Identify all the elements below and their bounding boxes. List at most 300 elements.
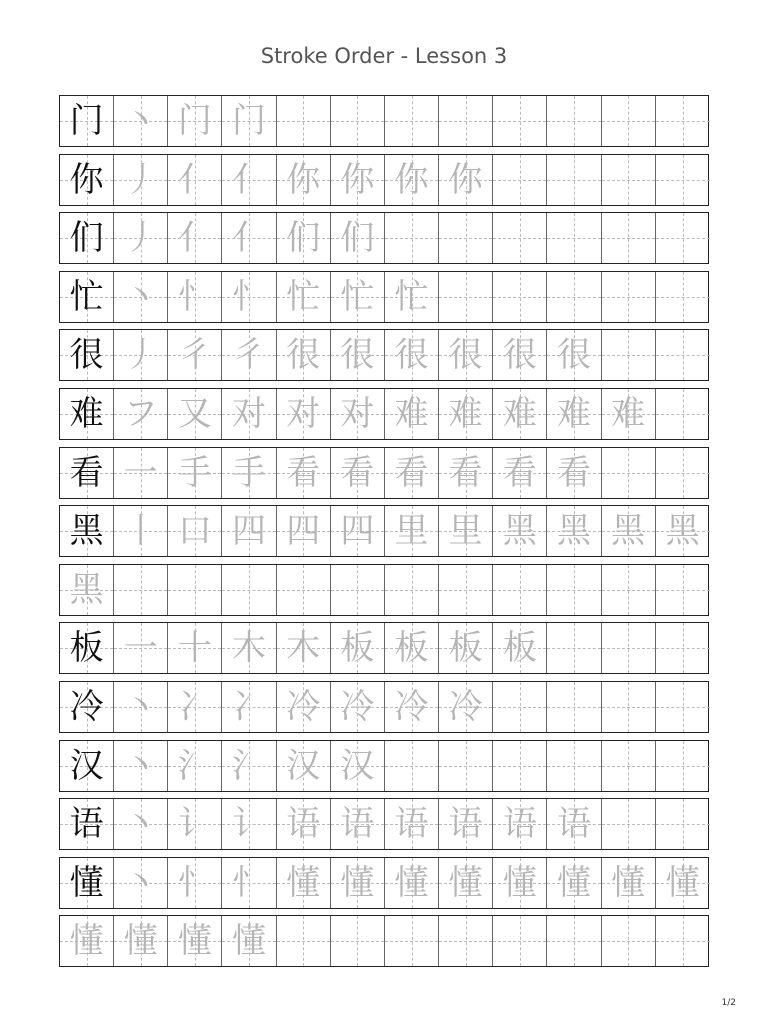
grid-cell — [60, 272, 114, 322]
grid-cell — [547, 858, 601, 908]
grid-cell — [602, 506, 656, 556]
grid-cell — [385, 799, 439, 849]
grid-cell — [439, 155, 493, 205]
trace-character: 黑 — [502, 511, 537, 552]
trace-character — [168, 565, 221, 615]
trace-character: 很 — [448, 335, 483, 376]
grid-cell — [385, 565, 439, 615]
grid-cell — [331, 448, 385, 498]
grid-cell — [277, 213, 331, 263]
grid-cell — [602, 565, 656, 615]
grid-cell — [385, 330, 439, 380]
trace-character: フ — [123, 393, 158, 434]
grid-cell — [277, 623, 331, 673]
trace-character: 懂 — [340, 862, 375, 903]
practice-row — [59, 798, 709, 850]
trace-character: 一 — [123, 628, 158, 669]
trace-character: 门 — [177, 101, 212, 141]
grid-cell — [114, 330, 168, 380]
grid-cell — [547, 389, 601, 439]
trace-character: 彳 — [232, 335, 267, 376]
grid-cell — [656, 741, 710, 791]
grid-cell — [493, 96, 547, 146]
trace-character: 里 — [394, 511, 429, 552]
grid-cell — [277, 96, 331, 146]
grid-cell — [602, 213, 656, 263]
grid-cell — [277, 389, 331, 439]
grid-cell — [493, 682, 547, 732]
trace-character — [656, 565, 710, 615]
grid-cell — [277, 448, 331, 498]
grid-cell — [656, 389, 710, 439]
trace-character — [547, 916, 600, 966]
trace-character — [547, 623, 600, 673]
grid-cell — [493, 330, 547, 380]
trace-character: 丶 — [123, 101, 158, 141]
grid-cell — [60, 506, 114, 556]
grid-cell — [602, 916, 656, 966]
grid-cell — [493, 858, 547, 908]
trace-character: 亻 — [232, 218, 267, 259]
trace-character — [547, 741, 600, 791]
grid-cell — [331, 858, 385, 908]
trace-character: 彳 — [177, 335, 212, 376]
grid-cell — [331, 916, 385, 966]
practice-row — [59, 329, 709, 381]
model-character: 难 — [69, 393, 104, 434]
trace-character: 懂 — [448, 862, 483, 903]
trace-character: 很 — [502, 335, 537, 376]
trace-character: 四 — [232, 511, 267, 552]
grid-cell — [439, 330, 493, 380]
grid-cell — [385, 916, 439, 966]
grid-cell — [547, 330, 601, 380]
grid-cell — [168, 330, 222, 380]
trace-character: 很 — [556, 335, 591, 376]
trace-character: 口 — [177, 511, 212, 552]
trace-character: 语 — [448, 804, 483, 845]
grid-cell — [168, 389, 222, 439]
trace-character: 忄 — [232, 862, 267, 903]
trace-character: 门 — [232, 101, 267, 141]
grid-cell — [222, 623, 276, 673]
trace-character: 忄 — [177, 862, 212, 903]
trace-character: 很 — [286, 335, 321, 376]
grid-cell — [222, 916, 276, 966]
grid-cell — [331, 96, 385, 146]
trace-character — [656, 682, 710, 732]
grid-cell — [222, 330, 276, 380]
grid-cell — [439, 506, 493, 556]
trace-character — [656, 330, 710, 380]
grid-cell — [114, 448, 168, 498]
trace-character — [385, 565, 438, 615]
trace-character: 汉 — [286, 745, 321, 786]
grid-cell — [385, 155, 439, 205]
trace-character — [547, 213, 600, 263]
trace-character: 难 — [556, 393, 591, 434]
grid-cell — [114, 858, 168, 908]
grid-cell — [547, 623, 601, 673]
grid-cell — [222, 272, 276, 322]
grid-cell — [439, 96, 493, 146]
trace-character — [602, 623, 655, 673]
practice-row — [59, 622, 709, 674]
grid-cell — [656, 623, 710, 673]
practice-row — [59, 915, 709, 967]
grid-cell — [602, 389, 656, 439]
practice-row — [59, 95, 709, 147]
trace-character: 语 — [502, 804, 537, 845]
grid-cell — [331, 155, 385, 205]
trace-character: 又 — [177, 393, 212, 434]
grid-cell — [222, 858, 276, 908]
trace-character: 看 — [556, 452, 591, 493]
grid-cell — [222, 799, 276, 849]
trace-character — [656, 155, 710, 205]
grid-cell — [493, 916, 547, 966]
grid-cell — [439, 741, 493, 791]
grid-cell — [493, 448, 547, 498]
grid-cell — [114, 741, 168, 791]
grid-cell — [114, 213, 168, 263]
trace-character: 懂 — [177, 921, 212, 962]
trace-character — [493, 916, 546, 966]
grid-cell — [547, 213, 601, 263]
trace-character — [331, 916, 384, 966]
page-title: Stroke Order - Lesson 3 — [260, 44, 508, 68]
trace-character: 亻 — [232, 159, 267, 200]
trace-character: 四 — [286, 511, 321, 552]
grid-cell — [547, 155, 601, 205]
grid-cell — [602, 799, 656, 849]
grid-cell — [656, 682, 710, 732]
grid-cell — [331, 565, 385, 615]
grid-cell — [222, 565, 276, 615]
grid-cell — [277, 272, 331, 322]
grid-cell — [656, 565, 710, 615]
trace-character: 你 — [340, 159, 375, 200]
grid-cell — [222, 448, 276, 498]
trace-character: 难 — [394, 393, 429, 434]
grid-cell — [60, 741, 114, 791]
grid-cell — [277, 682, 331, 732]
trace-character: 黑 — [556, 511, 591, 552]
grid-cell — [385, 448, 439, 498]
trace-character — [547, 272, 600, 322]
trace-character: 丶 — [123, 276, 158, 317]
trace-character: 亻 — [177, 159, 212, 200]
model-character: 汉 — [69, 745, 104, 786]
grid-cell — [168, 506, 222, 556]
grid-cell — [168, 682, 222, 732]
practice-row — [59, 564, 709, 616]
grid-cell — [60, 155, 114, 205]
grid-cell — [493, 213, 547, 263]
grid-cell — [493, 565, 547, 615]
grid-cell — [656, 155, 710, 205]
trace-character: 们 — [340, 218, 375, 259]
grid-cell — [602, 858, 656, 908]
grid-cell — [493, 506, 547, 556]
trace-character: 懂 — [665, 862, 700, 903]
trace-character: 木 — [232, 628, 267, 669]
trace-character: 冷 — [340, 686, 375, 727]
trace-character — [602, 272, 655, 322]
trace-character — [385, 96, 438, 146]
trace-character — [385, 916, 438, 966]
grid-cell — [493, 741, 547, 791]
grid-cell — [277, 565, 331, 615]
grid-cell — [602, 272, 656, 322]
grid-cell — [222, 389, 276, 439]
grid-cell — [439, 799, 493, 849]
grid-cell — [331, 741, 385, 791]
grid-cell — [493, 272, 547, 322]
trace-character — [547, 565, 600, 615]
trace-character: 语 — [340, 804, 375, 845]
trace-character: 懂 — [394, 862, 429, 903]
trace-character — [277, 916, 330, 966]
trace-character: 手 — [232, 452, 267, 493]
trace-character: 板 — [340, 628, 375, 669]
trace-character: 对 — [286, 393, 321, 434]
grid-cell — [331, 506, 385, 556]
grid-cell — [60, 448, 114, 498]
grid-cell — [493, 799, 547, 849]
trace-character — [656, 213, 710, 263]
grid-cell — [385, 623, 439, 673]
trace-character — [602, 916, 655, 966]
trace-character — [385, 213, 438, 263]
grid-cell — [222, 213, 276, 263]
trace-character: 冷 — [448, 686, 483, 727]
model-character: 冷 — [69, 686, 104, 727]
grid-cell — [114, 155, 168, 205]
model-character: 们 — [69, 218, 104, 259]
trace-character: 冷 — [286, 686, 321, 727]
trace-character: 看 — [340, 452, 375, 493]
grid-cell — [331, 799, 385, 849]
grid-cell — [656, 799, 710, 849]
grid-cell — [331, 213, 385, 263]
trace-character: 你 — [286, 159, 321, 200]
trace-character: 丶 — [123, 804, 158, 845]
trace-character: 亻 — [177, 218, 212, 259]
grid-cell — [602, 741, 656, 791]
grid-cell — [656, 272, 710, 322]
grid-cell — [656, 96, 710, 146]
grid-cell — [439, 389, 493, 439]
trace-character: 讠 — [232, 804, 267, 845]
grid-cell — [60, 213, 114, 263]
model-character: 很 — [69, 335, 104, 376]
trace-character — [493, 741, 546, 791]
trace-character — [656, 799, 710, 849]
practice-row — [59, 681, 709, 733]
grid-cell — [493, 389, 547, 439]
practice-row — [59, 271, 709, 323]
trace-character — [493, 213, 546, 263]
grid-cell — [60, 858, 114, 908]
trace-character — [439, 96, 492, 146]
grid-cell — [385, 858, 439, 908]
trace-character: 黑 — [665, 511, 700, 552]
trace-character: 板 — [502, 628, 537, 669]
trace-character — [602, 213, 655, 263]
trace-character — [331, 96, 384, 146]
practice-row — [59, 388, 709, 440]
grid-cell — [114, 799, 168, 849]
grid-cell — [656, 916, 710, 966]
practice-row — [59, 212, 709, 264]
trace-character — [222, 565, 275, 615]
grid-cell — [602, 682, 656, 732]
trace-character: 懂 — [502, 862, 537, 903]
grid-cell — [331, 623, 385, 673]
practice-row — [59, 447, 709, 499]
trace-character: 懂 — [286, 862, 321, 903]
trace-character — [602, 565, 655, 615]
grid-cell — [60, 330, 114, 380]
grid-cell — [385, 389, 439, 439]
trace-character: 四 — [340, 511, 375, 552]
model-character: 门 — [69, 101, 104, 141]
trace-character: 汉 — [340, 745, 375, 786]
trace-character: 丿 — [123, 159, 158, 200]
trace-character — [493, 155, 546, 205]
trace-character: 丶 — [123, 862, 158, 903]
practice-row — [59, 740, 709, 792]
grid-cell — [60, 682, 114, 732]
grid-cell — [168, 96, 222, 146]
grid-cell — [331, 272, 385, 322]
trace-character: 冫 — [232, 686, 267, 727]
grid-cell — [277, 858, 331, 908]
trace-character: 丨 — [123, 511, 158, 552]
grid-cell — [277, 330, 331, 380]
trace-character — [602, 741, 655, 791]
trace-character: 懂 — [556, 862, 591, 903]
trace-character: 语 — [286, 804, 321, 845]
trace-character: 板 — [448, 628, 483, 669]
trace-character: 冷 — [394, 686, 429, 727]
grid-cell — [547, 682, 601, 732]
trace-character — [547, 96, 600, 146]
trace-character — [547, 155, 600, 205]
grid-cell — [222, 682, 276, 732]
grid-cell — [222, 155, 276, 205]
grid-cell — [656, 213, 710, 263]
grid-cell — [602, 448, 656, 498]
trace-character — [656, 741, 710, 791]
grid-cell — [547, 741, 601, 791]
trace-character — [602, 155, 655, 205]
grid-cell — [168, 565, 222, 615]
grid-cell — [656, 448, 710, 498]
grid-cell — [547, 916, 601, 966]
grid-cell — [331, 330, 385, 380]
grid-cell — [547, 272, 601, 322]
grid-cell — [168, 272, 222, 322]
trace-character: 懂 — [123, 921, 158, 962]
trace-character: 看 — [448, 452, 483, 493]
grid-cell — [277, 155, 331, 205]
trace-character — [439, 272, 492, 322]
trace-character — [656, 623, 710, 673]
grid-cell — [60, 565, 114, 615]
practice-row — [59, 857, 709, 909]
grid-cell — [277, 916, 331, 966]
trace-character: 忄 — [232, 276, 267, 317]
grid-cell — [114, 389, 168, 439]
grid-cell — [60, 389, 114, 439]
grid-cell — [493, 623, 547, 673]
grid-cell — [439, 565, 493, 615]
grid-cell — [60, 623, 114, 673]
trace-character — [602, 330, 655, 380]
grid-cell — [114, 916, 168, 966]
trace-character — [602, 682, 655, 732]
practice-row — [59, 505, 709, 557]
trace-character — [439, 565, 492, 615]
trace-character: 你 — [448, 159, 483, 200]
trace-character — [547, 682, 600, 732]
trace-character: 里 — [448, 511, 483, 552]
trace-character: 黑 — [611, 511, 646, 552]
trace-character: 难 — [502, 393, 537, 434]
trace-character: 很 — [340, 335, 375, 376]
trace-character — [602, 799, 655, 849]
trace-character — [656, 389, 710, 439]
trace-character: 黑 — [69, 569, 104, 610]
trace-character: 看 — [394, 452, 429, 493]
trace-character: 氵 — [232, 745, 267, 786]
model-character: 忙 — [69, 276, 104, 317]
trace-character: 看 — [286, 452, 321, 493]
practice-row — [59, 154, 709, 206]
trace-character: 十 — [177, 628, 212, 669]
trace-character — [493, 96, 546, 146]
trace-character: 看 — [502, 452, 537, 493]
trace-character: 懂 — [69, 921, 104, 962]
trace-character: 手 — [177, 452, 212, 493]
grid-cell — [114, 506, 168, 556]
trace-character: 懂 — [232, 921, 267, 962]
grid-cell — [168, 858, 222, 908]
trace-character: 讠 — [177, 804, 212, 845]
page-number: 1/2 — [721, 998, 736, 1008]
grid-cell — [439, 213, 493, 263]
grid-cell — [168, 155, 222, 205]
grid-cell — [385, 741, 439, 791]
grid-cell — [168, 741, 222, 791]
model-character: 看 — [69, 452, 104, 493]
trace-character — [493, 565, 546, 615]
trace-character — [277, 96, 330, 146]
trace-character: 丿 — [123, 335, 158, 376]
grid-cell — [656, 858, 710, 908]
trace-character — [439, 916, 492, 966]
trace-character — [602, 448, 655, 498]
grid-cell — [439, 916, 493, 966]
grid-cell — [656, 330, 710, 380]
grid-cell — [385, 272, 439, 322]
practice-grid — [59, 95, 709, 974]
trace-character — [656, 96, 710, 146]
trace-character: 们 — [286, 218, 321, 259]
grid-cell — [656, 506, 710, 556]
